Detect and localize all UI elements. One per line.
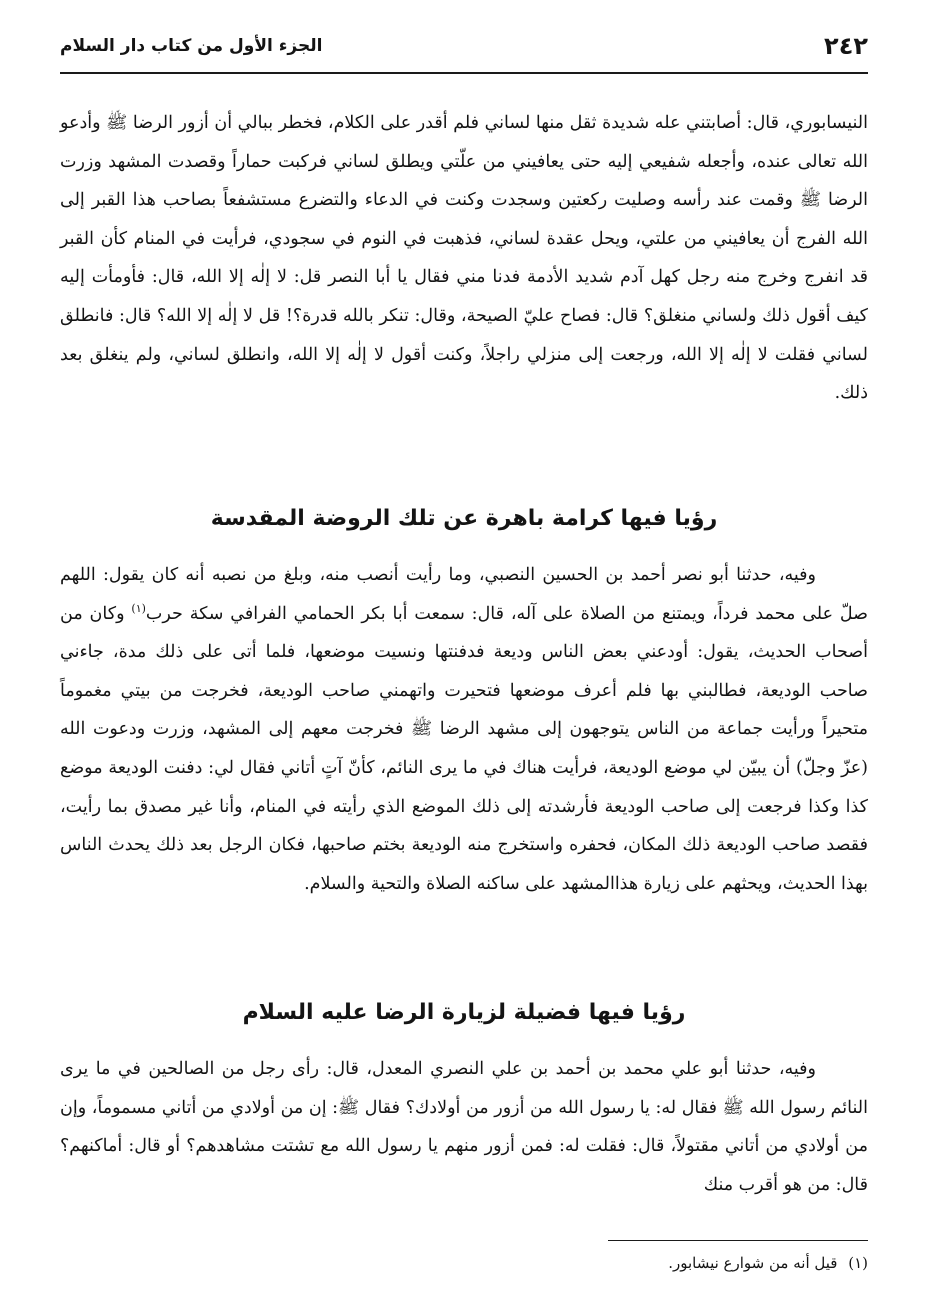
page-number: ٢٤٢ (824, 32, 868, 60)
paragraph: وفيه، حدثنا أبو علي محمد بن أحمد بن علي النصري المعدل، قال: رأى رجل من الصالحين في ما يرى النائم رسول الله ﷺ فقال له: يا رسول الله من أزور من أولادك؟ فقال ﷺ: إن من أولادي من أتاني مسموماً، وإن من أولادي من أتاني مقتولاً، قال: فقلت له: فمن أزور منهم يا رسول الله مع تشتت مشاهدهم؟ أو قال: أماكنهم؟ قال: من هو أقرب منك (60, 1059, 868, 1195)
paragraph (60, 556, 868, 903)
section-heading: رؤيا فيها كرامة باهرة عن تلك الروضة المقدسة (210, 506, 718, 531)
footnote-number: (١) (848, 1254, 868, 1272)
paragraph: النيسابوري، قال: أصابتني عله شديدة ثقل منها لساني فلم أقدر على الكلام، فخطر ببالي أن أزور الرضا ﷺ وأدعو الله تعالى عنده، وأجعله شفيعي إليه حتى يعافيني من علّتي ويطلق لساني فركبت حماراً وقصدت المشهد وزرت الرضا ﷺ وقمت عند رأسه وصليت ركعتين وسجدت وكنت في الدعاء والتضرع مستشفعاً بصاحب هذا القبر إلى الله الفرج أن يعافيني من علتي، ويحل عقدة لساني، فذهبت في النوم في سجودي، فرأيت في المنام كأن القبر قد انفرج وخرج منه رجل كهل آدم شديد الأدمة فدنا مني فقال يا أبا النصر قل: لا إلٰه إلا الله، قال: فأومأت إليه كيف أقول ذلك ولساني منغلق؟ قال: فصاح عليّ الصيحة، وقال: تنكر بالله قدرة؟! قل لا إلٰه إلا الله؟ قال: فانطلق لساني فقلت لا إلٰه إلا الله، ورجعت إلى منزلي راجلاً، وكنت أقول لا إلٰه إلا الله، وانطلق لساني، ولم ينغلق بعد ذلك. (60, 113, 868, 404)
section-heading: رؤيا فيها فضيلة لزيارة الرضا عليه السلام (242, 1000, 686, 1025)
running-header (60, 28, 868, 74)
header-title: الجزء الأول من كتاب دار السلام (60, 36, 323, 56)
book-page (60, 28, 868, 1278)
footnote-reference[interactable]: (١) (131, 601, 146, 615)
text-block-section-2 (60, 1050, 868, 1204)
footnote (662, 1254, 868, 1272)
paragraph-part: وكان من أصحاب الحديث، يقول: أودعني بعض الناس وديعة فدفنتها ونسيت موضعها، فلما أتى على ذلك مدة، جاءني صاحب الوديعة، فطالبني بها فلم أعرف موضعها فتحيرت واتهمني صاحب الوديعة، فخرجت من بيتي مغموماً متحيراً ورأيت جماعة من الناس يتوجهون إلى مشهد الرضا ﷺ فخرجت معهم إلى المشهد، وزرت ودعوت الله (عزّ وجلّ) أن يبيّن لي موضع الوديعة، فرأيت هناك في ما يرى النائم، كأنّ آتٍ أتاني فقال لي: دفنت الوديعة موضع كذا وكذا فرجعت إلى صاحب الوديعة فأرشدته إلى ذلك الموضع الذي رأيته في المنام، وأنا غير مصدق بما رأيت، فقصد صاحب الوديعة ذلك المكان، فحفره واستخرج منه الوديعة بختم صاحبها، فكان الرجل بعد ذلك يحدث الناس بهذا الحديث، ويحثهم على زيارة هذاالمشهد على ساكنه الصلاة والتحية والسلام. (60, 603, 868, 894)
footnote-divider (608, 1240, 868, 1241)
text-block-section-1 (60, 556, 868, 903)
paragraph-part: وفيه، حدثنا أبو نصر أحمد بن الحسين النصبي، وما رأيت أنصب منه، وبلغ من نصبه أنه كان يقول: اللهم صلّ على محمد فرداً، ويمتنع من الصلاة على آله، قال: سمعت أبا بكر الحمامي الفرافي سكة حرب (60, 565, 868, 624)
footnote-text: قيل أنه من شوارع نيشابور. (668, 1254, 838, 1272)
text-block-continuation (60, 104, 868, 413)
